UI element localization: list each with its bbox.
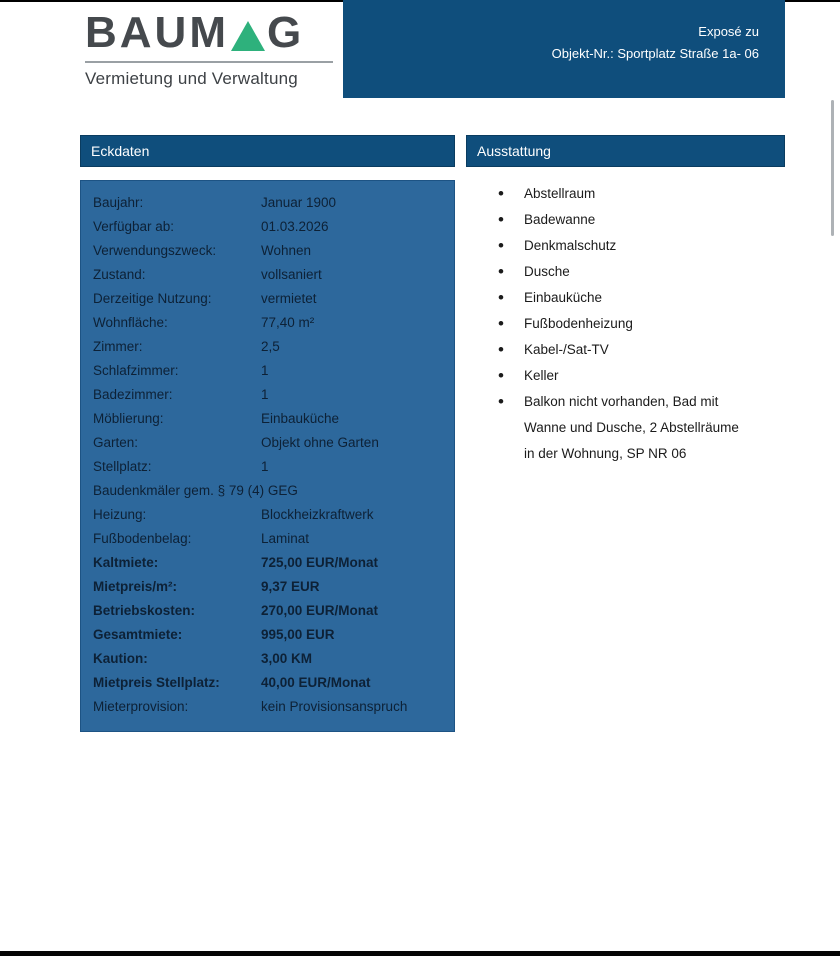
bullet-icon: • xyxy=(498,366,504,385)
field-value: 40,00 EUR/Monat xyxy=(261,675,371,690)
table-row xyxy=(93,671,446,695)
field-value: vermietet xyxy=(261,291,317,306)
table-row xyxy=(93,191,446,215)
feature-item xyxy=(498,363,785,389)
field-label: Gesamtmiete: xyxy=(93,627,183,642)
field-label: Zustand: xyxy=(93,267,146,282)
bullet-icon: • xyxy=(498,340,504,359)
field-label: Wohnfläche: xyxy=(93,315,168,330)
table-row xyxy=(93,599,446,623)
feature-text: Einbauküche xyxy=(524,290,603,305)
table-row xyxy=(93,359,446,383)
scrollbar-thumb[interactable] xyxy=(831,100,834,236)
field-value: 77,40 m² xyxy=(261,315,315,330)
field-label: Baujahr: xyxy=(93,195,144,210)
bullet-icon: • xyxy=(498,314,504,333)
feature-item xyxy=(498,233,785,259)
field-label: Mieterprovision: xyxy=(93,699,189,714)
field-value: 1 xyxy=(261,387,269,402)
feature-text: Fußbodenheizung xyxy=(524,316,633,331)
logo-tagline: Vermietung und Verwaltung xyxy=(85,69,298,89)
feature-item xyxy=(498,207,785,233)
feature-text: Keller xyxy=(524,368,559,383)
field-label: Zimmer: xyxy=(93,339,143,354)
field-label: Mietpreis Stellplatz: xyxy=(93,675,220,690)
bullet-icon: • xyxy=(498,392,504,411)
field-value: 270,00 EUR/Monat xyxy=(261,603,379,618)
field-value: Laminat xyxy=(261,531,310,546)
field-value: 725,00 EUR/Monat xyxy=(261,555,379,570)
field-label: Mietpreis/m²: xyxy=(93,579,178,594)
logo-text-before: BAUM xyxy=(85,8,229,57)
monument-note: Baudenkmäler gem. § 79 (4) GEG xyxy=(93,483,298,498)
table-row xyxy=(93,407,446,431)
field-label: Verwendungszweck: xyxy=(93,243,217,258)
table-row xyxy=(93,239,446,263)
table-row xyxy=(93,215,446,239)
ausstattung-title: Ausstattung xyxy=(477,143,551,159)
banner-title: Exposé zu xyxy=(698,24,759,39)
field-label: Stellplatz: xyxy=(93,459,152,474)
bullet-icon: • xyxy=(498,262,504,281)
field-label: Kaltmiete: xyxy=(93,555,159,570)
table-row xyxy=(93,503,446,527)
field-label: Möblierung: xyxy=(93,411,164,426)
eckdaten-header xyxy=(80,135,455,167)
table-row xyxy=(93,311,446,335)
field-value: 1 xyxy=(261,363,269,378)
field-value: Objekt ohne Garten xyxy=(261,435,379,450)
bullet-icon: • xyxy=(498,210,504,229)
bullet-icon: • xyxy=(498,288,504,307)
feature-item xyxy=(498,285,785,311)
brand-logo xyxy=(85,10,333,89)
table-row xyxy=(93,647,446,671)
field-label: Badezimmer: xyxy=(93,387,173,402)
feature-text: Kabel-/Sat-TV xyxy=(524,342,609,357)
ausstattung-header xyxy=(466,135,785,167)
feature-text: Abstellraum xyxy=(524,186,596,201)
ausstattung-section xyxy=(466,135,785,467)
field-value: Blockheizkraftwerk xyxy=(261,507,374,522)
field-label: Heizung: xyxy=(93,507,147,522)
table-row xyxy=(93,695,446,719)
features-list xyxy=(466,181,785,467)
field-value: Einbauküche xyxy=(261,411,340,426)
field-label: Derzeitige Nutzung: xyxy=(93,291,212,306)
eckdaten-table xyxy=(80,180,455,732)
feature-item xyxy=(498,311,785,337)
field-value: 9,37 EUR xyxy=(261,579,320,594)
feature-text: Badewanne xyxy=(524,212,596,227)
table-row xyxy=(93,455,446,479)
table-row xyxy=(93,335,446,359)
expose-banner xyxy=(343,0,785,98)
field-value: vollsaniert xyxy=(261,267,322,282)
feature-item xyxy=(498,337,785,363)
table-row xyxy=(93,551,446,575)
table-row xyxy=(93,575,446,599)
eckdaten-section xyxy=(80,135,455,732)
field-label: Garten: xyxy=(93,435,139,450)
table-row xyxy=(93,431,446,455)
object-number: Objekt-Nr.: Sportplatz Straße 1a- 06 xyxy=(551,46,759,61)
table-row xyxy=(93,527,446,551)
feature-text: Balkon nicht vorhanden, Bad mit Wanne und Dusche, 2 Abstellräume in der Wohnung, SP NR 06 xyxy=(524,394,739,461)
table-row xyxy=(93,287,446,311)
table-row xyxy=(93,263,446,287)
field-label: Verfügbar ab: xyxy=(93,219,175,234)
field-value: 2,5 xyxy=(261,339,280,354)
bullet-icon: • xyxy=(498,236,504,255)
feature-item xyxy=(498,259,785,285)
field-value: kein Provisionsanspruch xyxy=(261,699,408,714)
bullet-icon: • xyxy=(498,184,504,203)
page-bottom-border xyxy=(0,951,840,956)
eckdaten-title: Eckdaten xyxy=(91,143,150,159)
field-label: Schlafzimmer: xyxy=(93,363,179,378)
field-label: Fußbodenbelag: xyxy=(93,531,192,546)
field-value: 995,00 EUR xyxy=(261,627,335,642)
field-label: Kaution: xyxy=(93,651,148,666)
table-row xyxy=(93,623,446,647)
field-label: Betriebskosten: xyxy=(93,603,196,618)
feature-text: Denkmalschutz xyxy=(524,238,617,253)
logo-text-after: G xyxy=(266,8,305,57)
green-triangle-icon xyxy=(231,21,265,51)
feature-text: Dusche xyxy=(524,264,570,279)
field-value: 1 xyxy=(261,459,269,474)
feature-item xyxy=(498,181,785,207)
field-value: Januar 1900 xyxy=(261,195,337,210)
field-value: 3,00 KM xyxy=(261,651,313,666)
logo-underline xyxy=(85,61,333,63)
table-row xyxy=(93,383,446,407)
field-value: 01.03.2026 xyxy=(261,219,329,234)
field-value: Wohnen xyxy=(261,243,312,258)
feature-item xyxy=(498,389,785,467)
logo-wordmark xyxy=(85,10,333,56)
